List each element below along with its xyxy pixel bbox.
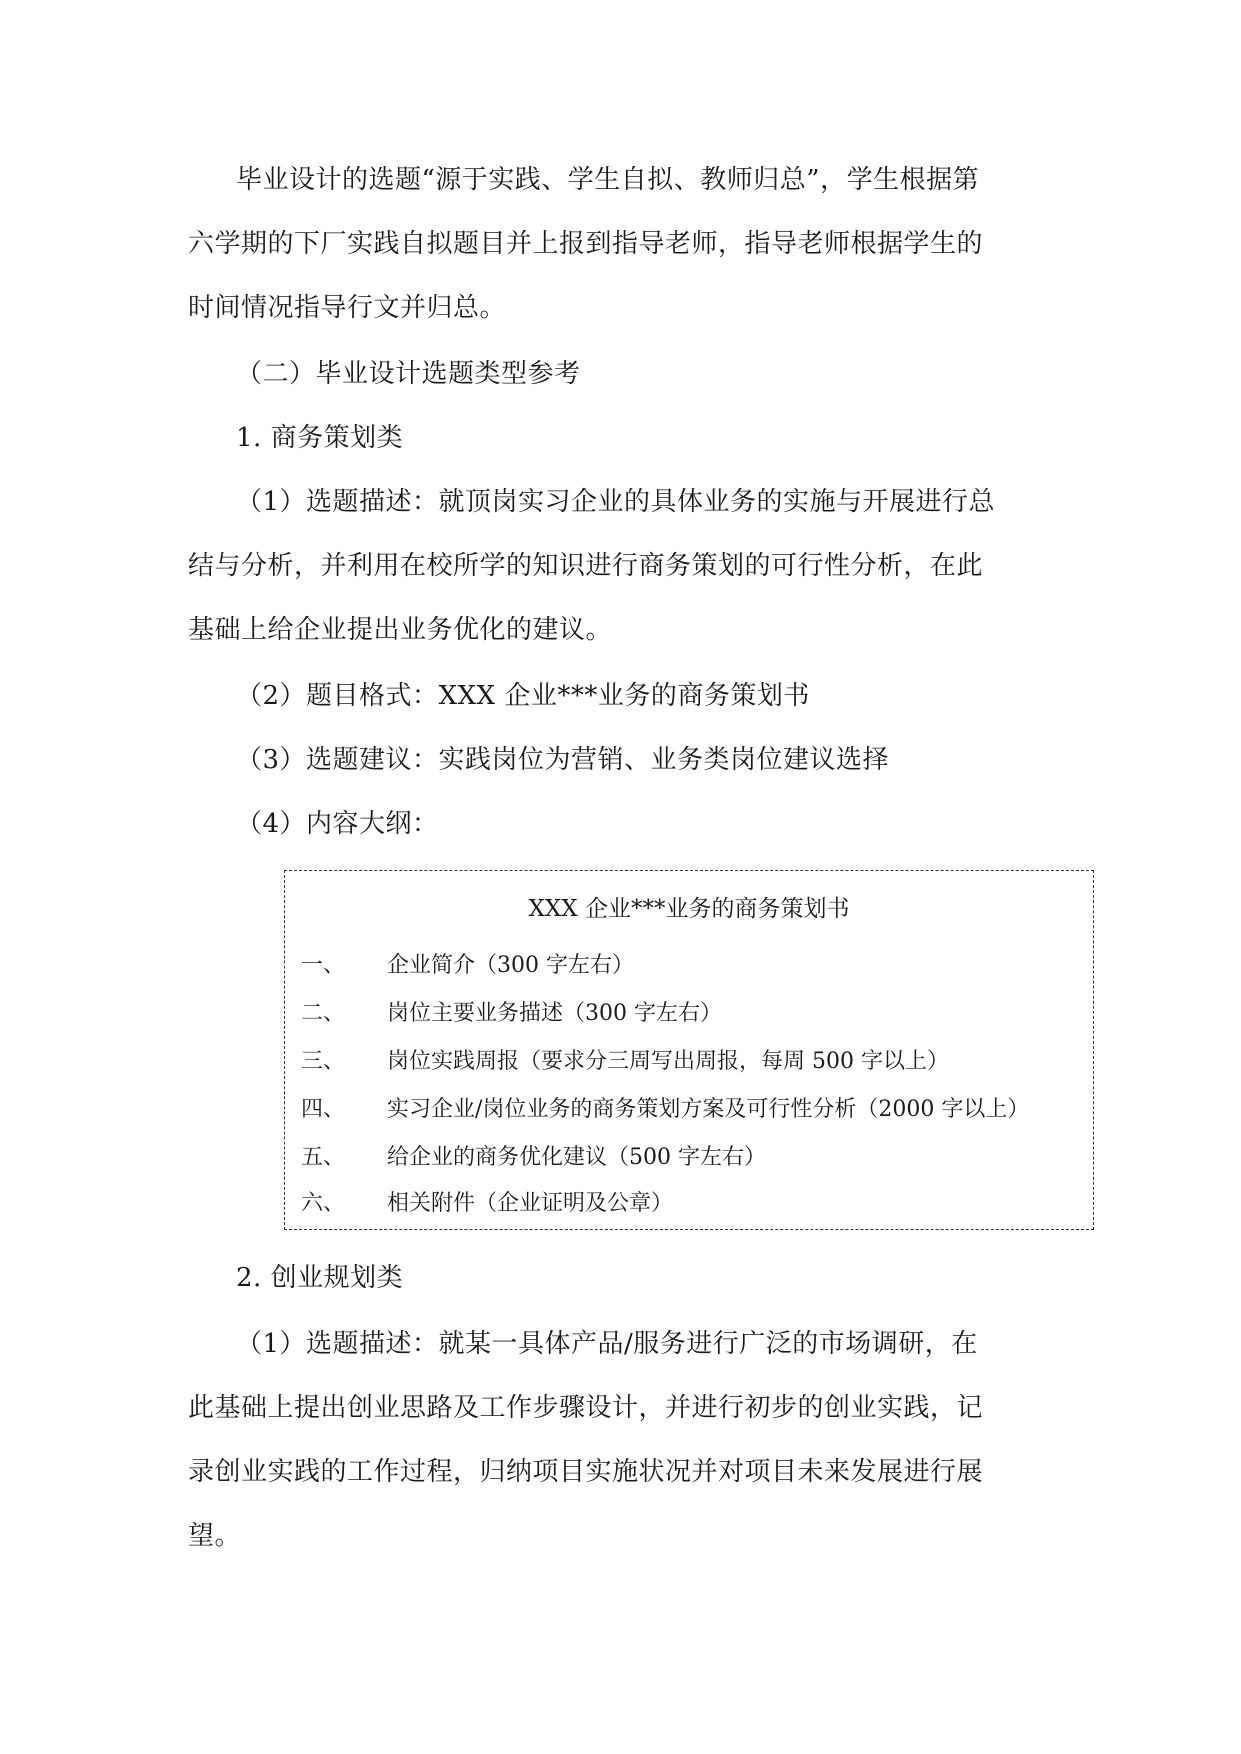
paragraph-line: （2）题目格式：XXX 企业***业务的商务策划书 (236, 681, 810, 711)
outline-item-number: 六、 (301, 1191, 346, 1216)
paragraph-line: （4）内容大纲： (236, 809, 439, 839)
outline-item (301, 1047, 1091, 1077)
outline-item (301, 1095, 1091, 1125)
outline-item-number: 五、 (301, 1145, 346, 1170)
subsection-heading: 2. 创业规划类 (236, 1263, 404, 1293)
outline-item (301, 1189, 1091, 1219)
paragraph-line: 时间情况指导行文并归总。 (188, 293, 507, 323)
outline-item-text: 岗位实践周报（要求分三周写出周报，每周 500 字以上） (387, 1049, 949, 1074)
outline-item (301, 999, 1091, 1029)
paragraph-line: （1）选题描述：就某一具体产品/服务进行广泛的市场调研，在 (236, 1329, 978, 1359)
paragraph-line: （1）选题描述：就顶岗实习企业的具体业务的实施与开展进行总 (236, 487, 996, 517)
paragraph-line: 结与分析，并利用在校所学的知识进行商务策划的可行性分析，在此 (188, 551, 984, 581)
outline-item-text: 相关附件（企业证明及公章） (387, 1191, 674, 1216)
section-heading: （二）毕业设计选题类型参考 (236, 359, 581, 389)
paragraph-line: 此基础上提出创业思路及工作步骤设计，并进行初步的创业实践，记 (188, 1393, 984, 1423)
outline-item-number: 一、 (301, 953, 346, 978)
subsection-heading: 1. 商务策划类 (236, 423, 404, 453)
paragraph-line: （3）选题建议：实践岗位为营销、业务类岗位建议选择 (236, 745, 890, 775)
outline-item (301, 951, 1091, 981)
outline-item-text: 实习企业/岗位业务的商务策划方案及可行性分析（2000 字以上） (387, 1097, 1030, 1122)
outline-item (301, 1143, 1091, 1173)
outline-item-number: 四、 (301, 1097, 346, 1122)
content-outline-box (284, 870, 1094, 1230)
paragraph-line: 基础上给企业提出业务优化的建议。 (188, 615, 613, 645)
outline-item-number: 三、 (301, 1049, 346, 1074)
outline-item-text: 给企业的商务优化建议（500 字左右） (387, 1145, 766, 1170)
paragraph-line: 望。 (188, 1521, 242, 1551)
outline-item-number: 二、 (301, 1001, 346, 1026)
paragraph-line: 毕业设计的选题“源于实践、学生自拟、教师归总”，学生根据第 (236, 165, 980, 195)
paragraph-line: 六学期的下厂实践自拟题目并上报到指导老师，指导老师根据学生的 (188, 229, 984, 259)
outline-title: XXX 企业***业务的商务策划书 (528, 896, 850, 922)
outline-item-text: 企业简介（300 字左右） (387, 953, 634, 978)
paragraph-line: 录创业实践的工作过程，归纳项目实施状况并对项目未来发展进行展 (188, 1457, 984, 1487)
outline-item-text: 岗位主要业务描述（300 字左右） (387, 1001, 722, 1026)
